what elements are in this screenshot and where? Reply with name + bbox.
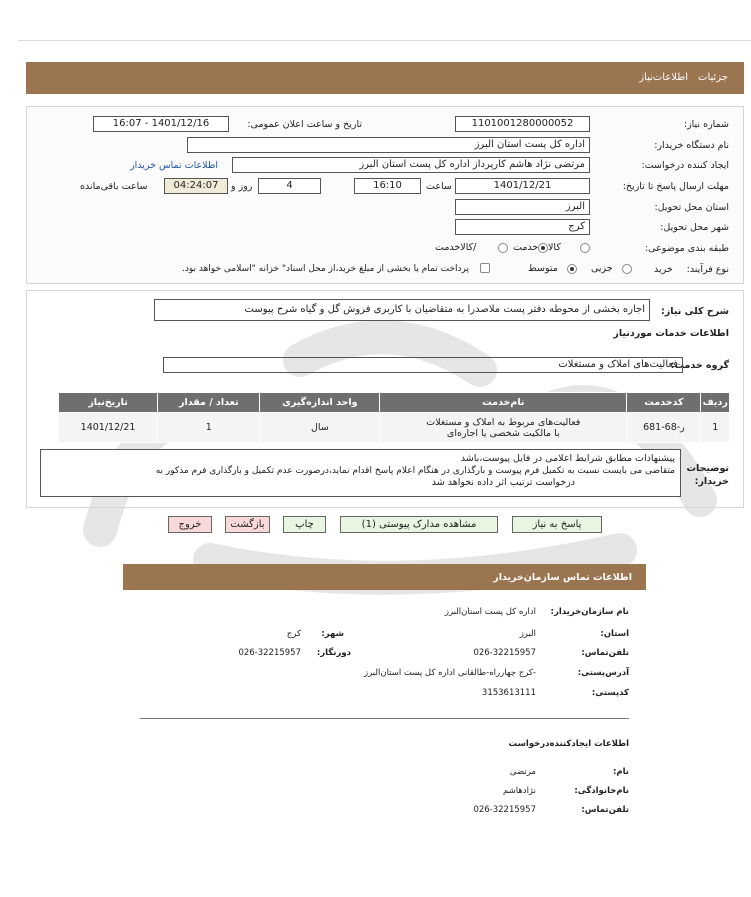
table-row (59, 413, 730, 443)
deadline-date-field: 1401/12/21 (455, 178, 590, 194)
buyer-notes-box (40, 449, 681, 497)
days-field: 4 (258, 178, 321, 194)
print-button[interactable]: چاپ (283, 516, 326, 533)
contact-address-value: -کرج چهارراه-طالقانی اداره کل پست استان‌البرز (364, 668, 536, 678)
summary-label: شرح کلی نیاز: (660, 306, 729, 317)
category-service-label: خدمت (513, 242, 539, 253)
contact-city-label: شهر: (321, 629, 344, 639)
deadline-label: مهلت ارسال پاسخ تا تاریخ: (622, 181, 729, 192)
treasury-payment-note: پرداخت تمام یا بخشی از مبلغ خرید،از محل اسناد" خزانه "اسلامی خواهد بود. (181, 264, 469, 274)
contact-divider (140, 718, 629, 719)
col-row: ردیف (701, 393, 730, 413)
service-group-label: گروه خدمت: (670, 360, 729, 371)
category-goods-radio[interactable] (580, 243, 590, 253)
contact-section-title: اطلاعات تماس سازمان‌خریدار (493, 572, 632, 583)
col-name: نام‌خدمت (380, 393, 627, 413)
contact-phone-label: تلفن‌تماس: (581, 648, 629, 658)
cell-code: ر-68-681 (627, 413, 701, 443)
purchase-type-buy: خرید (654, 264, 673, 275)
col-qty: تعداد / مقدار (158, 393, 260, 413)
contact-phone-value: 026-32215957 (473, 648, 536, 658)
remaining-label: ساعت باقی‌مانده (80, 181, 148, 192)
cell-name-line1: فعالیت‌های مربوط به املاک و مستغلات (426, 416, 581, 428)
days-label: روز و (231, 181, 253, 192)
need-info-panel (26, 106, 744, 284)
city-field: کرج (455, 219, 590, 235)
buyer-org-label: نام دستگاه خریدار: (654, 140, 729, 151)
col-unit: واحد اندازه‌گیری (260, 393, 380, 413)
creator-family-label: نام‌خانوادگی: (574, 786, 629, 796)
category-service-radio[interactable] (538, 243, 548, 253)
reply-button[interactable]: پاسخ به نیاز (512, 516, 602, 533)
back-button[interactable]: بازگشت (225, 516, 270, 533)
tab-need-info[interactable]: اطلاعات‌نیاز (639, 72, 688, 83)
need-number-label: شماره نیاز: (683, 119, 729, 130)
buyer-notes-label: توضیحات خریدار: (686, 463, 729, 487)
buyer-notes-line3: درخواست ترتیب اثر داده نخواهد شد (431, 477, 575, 488)
contact-fax-label: دورنگار: (316, 648, 351, 658)
city-label: شهر محل تحویل: (660, 222, 729, 233)
contact-fax-value: 026-32215957 (238, 648, 301, 658)
requester-field: مرتضی نژاد هاشم کارپرداز اداره کل پست استان البرز (232, 157, 590, 173)
purchase-minor-radio[interactable] (622, 264, 632, 274)
top-divider (18, 40, 751, 41)
purchase-type-label: نوع فرآیند: (686, 264, 729, 275)
col-code: کدخدمت (627, 393, 701, 413)
creator-phone-value: 026-32215957 (473, 805, 536, 815)
deadline-time-field: 16:10 (354, 178, 421, 194)
buyer-notes-line2: متقاضی می بایست نسبت به تکمیل فرم پیوست و بارگذاری در هنگام اعلام پاسخ اقدام نماید،درصورت عدم تکمیل و بارگذاری فرم مذکور به (155, 466, 675, 476)
purchase-medium-radio[interactable] (567, 264, 577, 274)
purchase-medium-label: متوسط (528, 263, 558, 274)
treasury-payment-checkbox[interactable] (480, 263, 490, 273)
creator-family-value: نژادهاشم (502, 786, 536, 796)
purchase-minor-label: جزیی (591, 263, 613, 274)
summary-field: اجاره بخشی از محوطه دفتر پست ملاصدرا به متقاضیان با کاربری فروش گل و گیاه شرح پیوست (154, 299, 650, 321)
services-table (58, 392, 730, 443)
contact-province-value: البرز (519, 629, 536, 639)
announce-label: تاریخ و ساعت اعلان عمومی: (247, 119, 362, 130)
contact-org-label: نام سازمان‌خریدار: (550, 607, 629, 617)
contact-city-value: کرج (286, 629, 301, 639)
exit-button[interactable]: خروج (168, 516, 212, 533)
contact-address-label: آدرس‌پستی: (577, 668, 629, 678)
service-group-field: فعالیت‌های املاک و مستغلات (163, 357, 683, 373)
remaining-time-field: 04:24:07 (164, 178, 228, 194)
contact-postal-label: کدپستی: (591, 688, 629, 698)
contact-postal-value: 3153613111 (481, 688, 536, 698)
category-label: طبقه بندی موضوعی: (644, 243, 729, 254)
buyer-notes-line1: پیشنهادات مطابق شرایط اعلامی در فایل پیوست،باشد (460, 453, 675, 464)
contact-province-label: استان: (600, 629, 629, 639)
time-label: ساعت (426, 181, 452, 192)
services-heading: اطلاعات خدمات موردنیاز (613, 328, 729, 339)
cell-name-line2: با مالکیت شخصی یا اجاره‌ای (446, 427, 560, 439)
tab-details[interactable]: جزئیات (698, 72, 728, 83)
col-date: تاریخ‌نیاز (59, 393, 158, 413)
creator-name-value: مرتضی (509, 767, 536, 777)
category-goods-service-label: /کالاخدمت (435, 242, 477, 253)
creator-section-title: اطلاعات ایجادکننده‌درخواست (508, 739, 629, 749)
province-label: استان محل تحویل: (654, 202, 729, 213)
category-goods-service-radio[interactable] (498, 243, 508, 253)
page-header-bar (26, 62, 744, 94)
announce-field: 1401/12/16 - 16:07 (93, 116, 229, 132)
category-goods-label: کالا (548, 242, 561, 253)
need-number-field: 1101001280000052 (455, 116, 590, 132)
cell-qty: 1 (158, 413, 260, 443)
buyer-contact-link[interactable]: اطلاعات تماس خریدار (130, 160, 219, 171)
province-field: البرز (455, 199, 590, 215)
cell-name (380, 413, 627, 443)
cell-date: 1401/12/21 (59, 413, 158, 443)
buyer-org-field: اداره کل پست استان البرز (187, 137, 590, 153)
creator-phone-label: تلفن‌تماس: (581, 805, 629, 815)
requester-label: ایجاد کننده درخواست: (641, 160, 729, 171)
view-attachments-button[interactable]: مشاهده مدارک پیوستی (1) (340, 516, 498, 533)
contact-org-value: اداره کل پست استان‌البرز (444, 607, 536, 617)
cell-row: 1 (701, 413, 730, 443)
contact-section-header (123, 564, 646, 590)
cell-unit: سال (260, 413, 380, 443)
creator-name-label: نام: (612, 767, 629, 777)
